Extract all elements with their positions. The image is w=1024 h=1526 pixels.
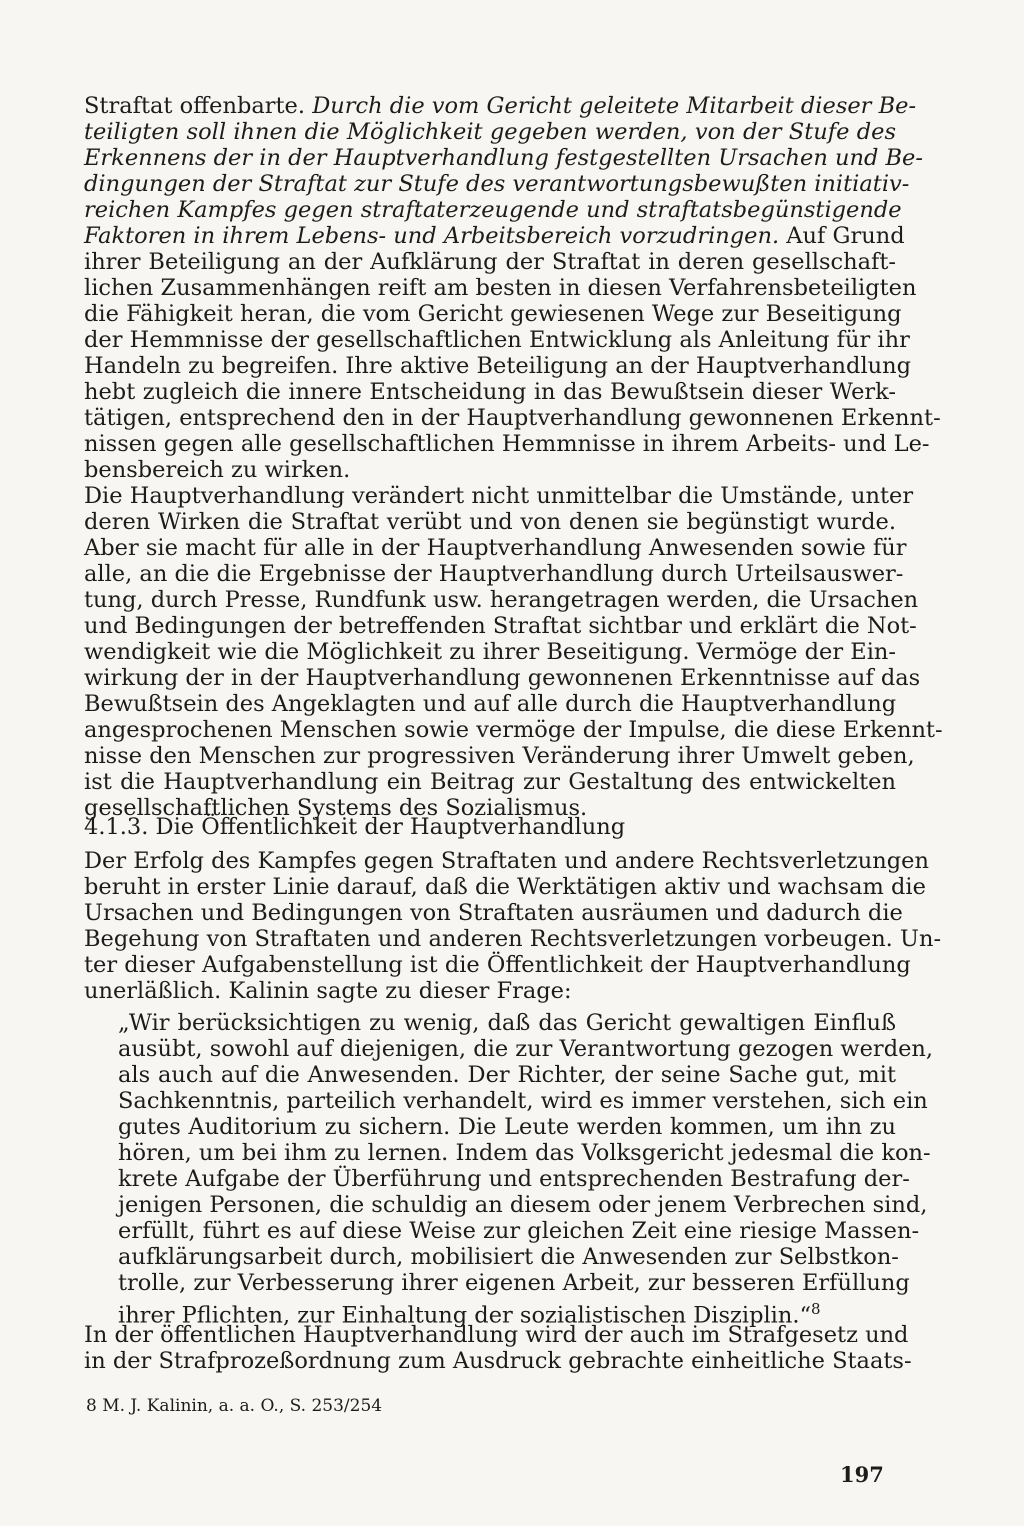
paragraph-line: gesellschaftlichen Systems des Sozialismus. xyxy=(84,795,588,821)
quote-line: „Wir berücksichtigen zu wenig, daß das Gericht gewaltigen Einfluß xyxy=(118,1010,896,1036)
paragraph-line: bensbereich zu wirken. xyxy=(84,457,351,483)
quote-line: ihrer Pflichten, zur Einhaltung der sozialistischen Disziplin.“$^8$ xyxy=(118,1300,821,1329)
paragraph-line: ihrer Beteiligung an der Aufklärung der Straftat in deren gesellschaft- xyxy=(84,249,896,275)
footnote: 8 M. J. Kalinin, a. a. O., S. 253/254 xyxy=(86,1396,383,1416)
paragraph-line: Erkennens der in der Hauptverhandlung festgestellten Ursachen und Be- xyxy=(84,145,923,171)
paragraph-line: Faktoren in ihrem Lebens- und Arbeitsbereich vorzudringen. Auf Grund xyxy=(84,223,905,249)
paragraph-line: Der Erfolg des Kampfes gegen Straftaten und andere Rechtsverletzungen xyxy=(84,848,929,874)
paragraph-line: teiligten soll ihnen die Möglichkeit gegeben werden, von der Stufe des xyxy=(84,119,896,145)
paragraph-line: Die Hauptverhandlung verändert nicht unmittelbar die Umstände, unter xyxy=(84,483,914,509)
page-number: 197 xyxy=(840,1462,884,1487)
paragraph-line: tung, durch Presse, Rundfunk usw. herangetragen werden, die Ursachen xyxy=(84,587,919,613)
paragraph-line: beruht in erster Linie darauf, daß die Werktätigen aktiv und wachsam die xyxy=(84,874,926,900)
paragraph-line: Bewußtsein des Angeklagten und auf alle durch die Hauptverhandlung xyxy=(84,691,897,717)
paragraph-line: unerläßlich. Kalinin sagte zu dieser Frage: xyxy=(84,978,572,1004)
quote-line: als auch auf die Anwesenden. Der Richter, der seine Sache gut, mit xyxy=(118,1062,896,1088)
paragraph-line: wendigkeit wie die Möglichkeit zu ihrer Beseitigung. Vermöge der Ein- xyxy=(84,639,896,665)
section-heading: 4.1.3. Die Öffentlichkeit der Hauptverhandlung xyxy=(84,814,626,840)
paragraph-line: Aber sie macht für alle in der Hauptverhandlung Anwesenden sowie für xyxy=(84,535,907,561)
quote-line: jenigen Personen, die schuldig an diesem oder jenem Verbrechen sind, xyxy=(118,1192,928,1218)
quote-line: erfüllt, führt es auf diese Weise zur gleichen Zeit eine riesige Massen- xyxy=(118,1218,920,1244)
paragraph-line: Straftat offenbarte. Durch die vom Gericht geleitete Mitarbeit dieser Be- xyxy=(84,93,917,119)
paragraph-line: dingungen der Straftat zur Stufe des verantwortungsbewußten initiativ- xyxy=(84,171,910,197)
paragraph-line: Handeln zu begreifen. Ihre aktive Beteiligung an der Hauptverhandlung xyxy=(84,353,912,379)
paragraph-line: in der Strafprozeßordnung zum Ausdruck gebrachte einheitliche Staats- xyxy=(84,1348,912,1374)
paragraph-line: nissen gegen alle gesellschaftlichen Hemmnisse in ihrem Arbeits- und Le- xyxy=(84,431,930,457)
paragraph-line: In der öffentlichen Hauptverhandlung wird der auch im Strafgesetz und xyxy=(84,1322,909,1348)
paragraph-line: deren Wirken die Straftat verübt und von denen sie begünstigt wurde. xyxy=(84,509,896,535)
paragraph-line: Begehung von Straftaten und anderen Rechtsverletzungen vorbeugen. Un- xyxy=(84,926,942,952)
paragraph-line: nisse den Menschen zur progressiven Veränderung ihrer Umwelt geben, xyxy=(84,743,915,769)
paragraph-line: reichen Kampfes gegen straftaterzeugende und straftatsbegünstigende xyxy=(84,197,902,223)
quote-line: Sachkenntnis, parteilich verhandelt, wird es immer verstehen, sich ein xyxy=(118,1088,928,1114)
quote-line: hören, um bei ihm zu lernen. Indem das Volksgericht jedesmal die kon- xyxy=(118,1140,931,1166)
paragraph-line: Ursachen und Bedingungen von Straftaten ausräumen und dadurch die xyxy=(84,900,903,926)
paragraph-line: tätigen, entsprechend den in der Hauptverhandlung gewonnenen Erkennt- xyxy=(84,405,941,431)
paragraph-line: hebt zugleich die innere Entscheidung in das Bewußtsein dieser Werk- xyxy=(84,379,896,405)
quote-line: krete Aufgabe der Überführung und entsprechenden Bestrafung der- xyxy=(118,1166,910,1192)
paragraph-line: lichen Zusammenhängen reift am besten in diesen Verfahrensbeteiligten xyxy=(84,275,917,301)
paragraph-line: alle, an die die Ergebnisse der Hauptverhandlung durch Urteilsauswer- xyxy=(84,561,904,587)
paragraph-line: ter dieser Aufgabenstellung ist die Öffentlichkeit der Hauptverhandlung xyxy=(84,952,911,978)
paragraph-line: wirkung der in der Hauptverhandlung gewonnenen Erkenntnisse auf das xyxy=(84,665,921,691)
paragraph-line: die Fähigkeit heran, die vom Gericht gewiesenen Wege zur Beseitigung xyxy=(84,301,902,327)
quote-line: gutes Auditorium zu sichern. Die Leute werden kommen, um ihn zu xyxy=(118,1114,896,1140)
paragraph-line: ist die Hauptverhandlung ein Beitrag zur Gestaltung des entwickelten xyxy=(84,769,896,795)
paragraph-line: angesprochenen Menschen sowie vermöge der Impulse, die diese Erkennt- xyxy=(84,717,943,743)
quote-line: trolle, zur Verbesserung ihrer eigenen Arbeit, zur besseren Erfüllung xyxy=(118,1270,910,1296)
footnote-reference: 8 xyxy=(811,1300,821,1318)
quote-line: ausübt, sowohl auf diejenigen, die zur Verantwortung gezogen werden, xyxy=(118,1036,934,1062)
paragraph-line: der Hemmnisse der gesellschaftlichen Entwicklung als Anleitung für ihr xyxy=(84,327,910,353)
quote-line: aufklärungsarbeit durch, mobilisiert die Anwesenden zur Selbstkon- xyxy=(118,1244,899,1270)
paragraph-line: und Bedingungen der betreffenden Straftat sichtbar und erklärt die Not- xyxy=(84,613,917,639)
